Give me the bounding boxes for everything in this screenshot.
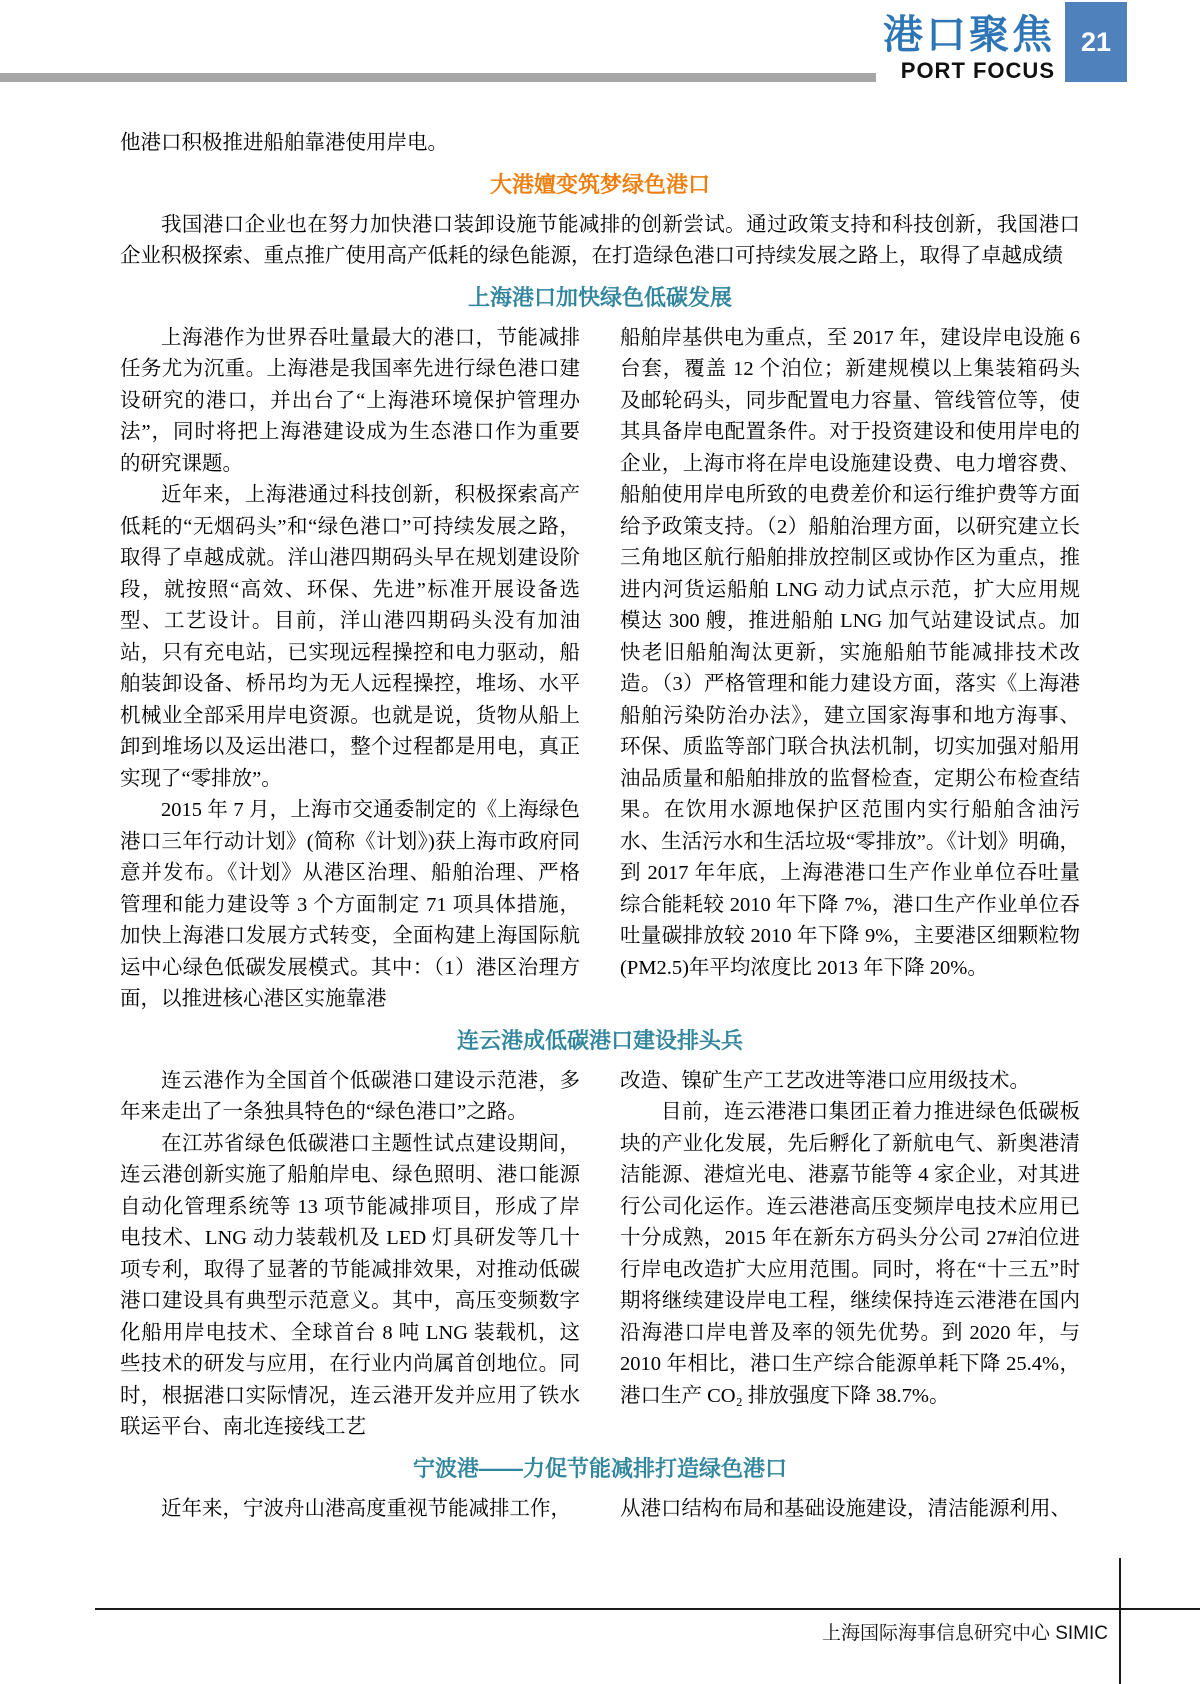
section-paragraph: 我国港口企业也在努力加快港口装卸设施节能减排的创新尝试。通过政策支持和科技创新，我国港口企业积极探索、重点推广使用高产低耗的绿色能源，在打造绿色港口可持续发展之路上，取得了卓越成绩 [120, 213, 1080, 267]
two-column-block [120, 323, 1080, 1016]
intro-paragraph: 他港口积极推进船舶靠港使用岸电。 [120, 132, 448, 154]
footer-vertical-rule [1119, 1558, 1121, 1684]
paragraph: 从港口结构布局和基础设施建设，清洁能源利用、 [620, 1497, 1071, 1520]
page-header [700, 12, 1055, 84]
two-column-block [120, 1494, 1080, 1526]
section-heading-lianyungang: 连云港成低碳港口建设排头兵 [456, 1027, 743, 1053]
column-left [120, 1066, 580, 1444]
paragraph: 船舶岸基供电为重点，至 2017 年，建设岸电设施 6 台套，覆盖 12 个泊位；新建规模以上集装箱码头及邮轮码头，同步配置电力容量、管线管位等，使其具备岸电配置条件。对于投资建设和使用岸电的企业，上海市将在岸电设施建设费、电力增容费、船舶使用岸电所致的电费差价和运行维护费等方面给予政策支持。（2）船舶治理方面，以研究建立长三角地区航行船舶排放控制区或协作区为重点，推进内河货运船舶 LNG 动力试点示范，扩大应用规模达 300 艘，推进船舶 LNG 加气站建设试点。加快老旧船舶淘汰更新，实施船舶节能减排技术改造。（3）严格管理和能力建设方面，落实《上海港船舶污染防治办法》，建立国家海事和地方海事、环保、质监等部门联合执法机制，切实加强对船用油品质量和船舶排放的监督检查，定期公布检查结果。在饮用水源地保护区范围内实行船舶含油污水、生活污水和生活垃圾“零排放”。《计划》明确，到 2017 年年底，上海港港口生产作业单位吞吐量综合能耗较 2010 年下降 7%，港口生产作业单位吞吐量碳排放较 2010 年下降 9%，主要港区细颗粒物(PM2.5)年平均浓度比 2013 年下降 20%。 [620, 326, 1080, 979]
column-right [620, 1066, 1080, 1444]
paragraph: 上海港作为世界吞吐量最大的港口，节能减排任务尤为沉重。上海港是我国率先进行绿色港口建设研究的港口，并出台了“上海港环境保护管理办法”，同时将把上海港建设成为生态港口作为重要的研究课题。 [120, 326, 580, 475]
paragraph: 连云港作为全国首个低碳港口建设示范港，多年来走出了一条独具特色的“绿色港口”之路。 [120, 1069, 580, 1123]
column-right [620, 323, 1080, 1016]
section-heading-shanghai: 上海港口加快绿色低碳发展 [467, 284, 732, 310]
article-body [120, 128, 1080, 1525]
paragraph: 目前，连云港港口集团正着力推进绿色低碳板块的产业化发展，先后孵化了新航电气、新奥港清洁能源、港煊光电、港嘉节能等 4 家企业，对其进行公司化运作。连云港港高压变频岸电技术应用已十分成熟，2015 年在新东方码头分公司 27#泊位进行岸电改造扩大应用范围。同时，将在“十三五”时期将继续建设岸电工程，继续保持连云港港在国内沿海港口岸电普及率的领先优势。到 2020 年，与 2010 年相比，港口生产综合能源单耗下降 25.4%，港口生产 CO₂ 排放强度下降 38.7%。 [620, 1101, 1080, 1407]
paragraph: 在江苏省绿色低碳港口主题性试点建设期间，连云港创新实施了船舶岸电、绿色照明、港口能源自动化管理系统等 13 项节能减排项目，形成了岸电技术、LNG 动力装载机及 LED 灯具研发等几十项专利，取得了显著的节能减排效果，对推动低碳港口建设具有典型示范意义。其中，高压变频数字化船用岸电技术、全球首台 8 吨 LNG 装载机，这些技术的研发与应用，在行业内尚属首创地位。同时，根据港口实际情况，连云港开发并应用了铁水联运平台、南北连接线工艺 [120, 1132, 580, 1438]
section-heading-ningbo: 宁波港——力促节能减排打造绿色港口 [412, 1455, 787, 1481]
footer-rule [95, 1608, 1200, 1610]
footer-text: 上海国际海事信息研究中心 SIMIC [821, 1623, 1108, 1644]
paragraph: 近年来，宁波舟山港高度重视节能减排工作， [161, 1497, 571, 1520]
paragraph: 改造、镍矿生产工艺改进等港口应用级技术。 [620, 1069, 1030, 1092]
column-right [620, 1494, 1080, 1526]
two-column-block [120, 1066, 1080, 1444]
column-left [120, 323, 580, 1016]
page-number-badge: 21 [1065, 2, 1127, 82]
header-title-en: PORT FOCUS [900, 58, 1055, 83]
paragraph: 近年来，上海港通过科技创新，积极探索高产低耗的“无烟码头”和“绿色港口”可持续发展之路，取得了卓越成就。洋山港四期码头早在规划建设阶段，就按照“高效、环保、先进”标准开展设备选型、工艺设计。目前，洋山港四期码头没有加油站，只有充电站，已实现远程操控和电力驱动，船舶装卸设备、桥吊均为无人远程操控，堆场、水平机械业全部采用岸电资源。也就是说，货物从船上卸到堆场以及运出港口，整个过程都是用电，真正实现了“零排放”。 [120, 484, 580, 790]
column-left [120, 1494, 580, 1526]
header-title-cn: 港口聚焦 [883, 12, 1055, 57]
paragraph: 2015 年 7 月，上海市交通委制定的《上海绿色港口三年行动计划》(简称《计划》)获上海市政府同意并发布。《计划》从港区治理、船舶治理、严格管理和能力建设等 3 个方面制定 71 项具体措施，加快上海港口发展方式转变，全面构建上海国际航运中心绿色低碳发展模式。其中：（1）港区治理方面，以推进核心港区实施靠港 [120, 799, 580, 1010]
section-heading-dagang: 大港嬗变筑梦绿色港口 [489, 171, 710, 197]
